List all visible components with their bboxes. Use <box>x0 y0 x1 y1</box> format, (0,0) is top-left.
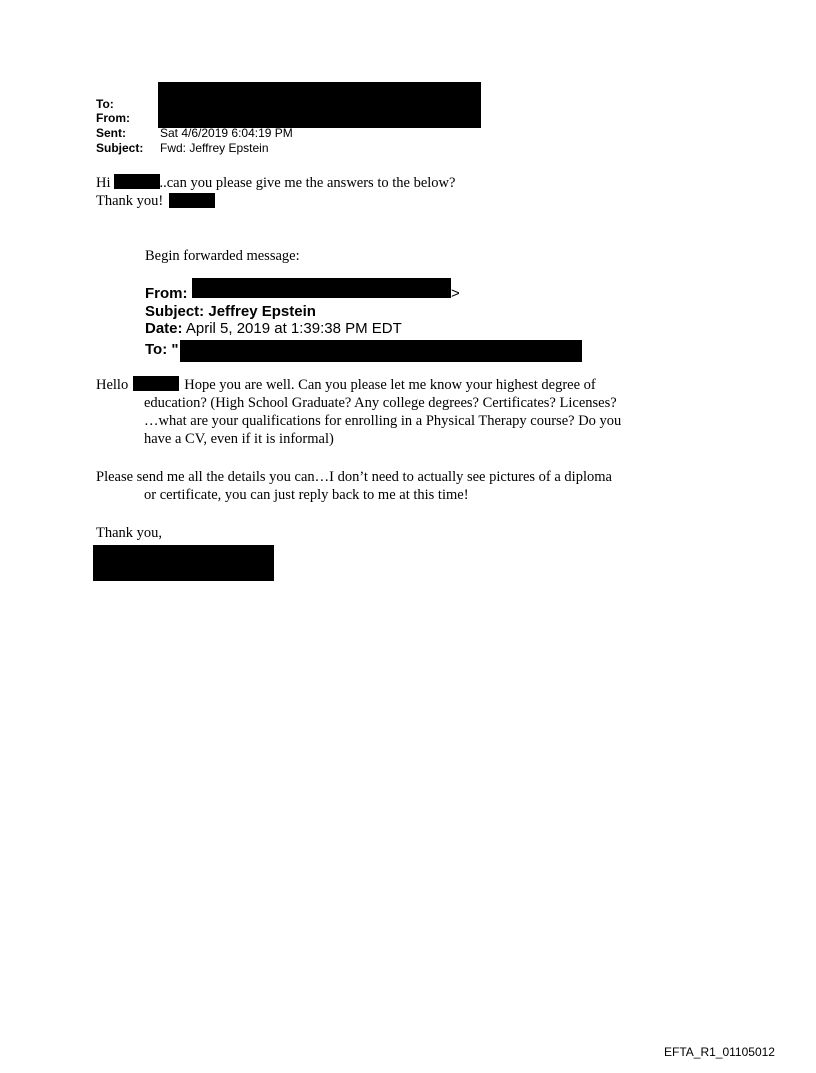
greeting-prefix: Hi <box>96 175 111 191</box>
closing-text: Thank you, <box>96 525 163 541</box>
p2-line1: Please send me all the details you can…I don’t need to actually see pictures of a diploma <box>96 469 612 485</box>
greeting-line <box>96 174 455 192</box>
p1-line1: Hope you are well. Can you please let me know your highest degree of <box>184 377 596 393</box>
fwd-date-line <box>145 320 402 337</box>
hello-prefix: Hello <box>96 377 129 393</box>
p1-line4: have a CV, even if it is informal) <box>144 431 334 447</box>
fwd-subject-label: Subject: <box>145 303 205 320</box>
fwd-from-tail: > <box>451 285 460 302</box>
p1-line2: education? (High School Graduate? Any college degrees? Certificates? Licenses? <box>144 395 617 411</box>
p2-line2: or certificate, you can just reply back to me at this time! <box>144 487 469 503</box>
sent-label: Sent: <box>96 126 126 140</box>
fwd-subject-value: Jeffrey Epstein <box>208 303 316 320</box>
document-id: EFTA_R1_01105012 <box>664 1045 775 1059</box>
begin-forwarded-text: Begin forwarded message: <box>145 248 300 264</box>
fwd-from-line <box>145 285 188 302</box>
redaction-fwd-from <box>192 278 451 298</box>
subject-label: Subject: <box>96 141 144 155</box>
redaction-signoff-name <box>169 193 215 208</box>
fwd-date-label: Date: <box>145 320 183 337</box>
redaction-header-recipients <box>158 82 481 128</box>
to-label: To: <box>96 97 114 111</box>
from-label: From: <box>96 111 130 125</box>
redaction-fwd-to <box>180 340 582 362</box>
fwd-to-line <box>145 341 179 358</box>
p1-line3: …what are your qualifications for enrolling in a Physical Therapy course? Do you <box>144 413 622 429</box>
sent-value: Sat 4/6/2019 6:04:19 PM <box>160 126 293 140</box>
fwd-to-label: To: <box>145 341 168 358</box>
redaction-greeting-name <box>114 174 160 189</box>
subject-value: Fwd: Jeffrey Epstein <box>160 141 269 155</box>
redaction-hello-name <box>133 376 179 391</box>
fwd-to-value: " <box>171 341 179 358</box>
thanks-text: Thank you! <box>96 193 164 209</box>
fwd-from-label: From: <box>145 285 188 302</box>
redaction-signature <box>93 545 274 581</box>
thanks-line <box>96 192 215 210</box>
message-paragraph-2 <box>96 468 756 504</box>
greeting-text: ..can you please give me the answers to the below? <box>159 175 456 191</box>
fwd-date-value: April 5, 2019 at 1:39:38 PM EDT <box>185 320 402 337</box>
message-paragraph-1 <box>96 376 736 448</box>
fwd-subject-line <box>145 303 316 320</box>
